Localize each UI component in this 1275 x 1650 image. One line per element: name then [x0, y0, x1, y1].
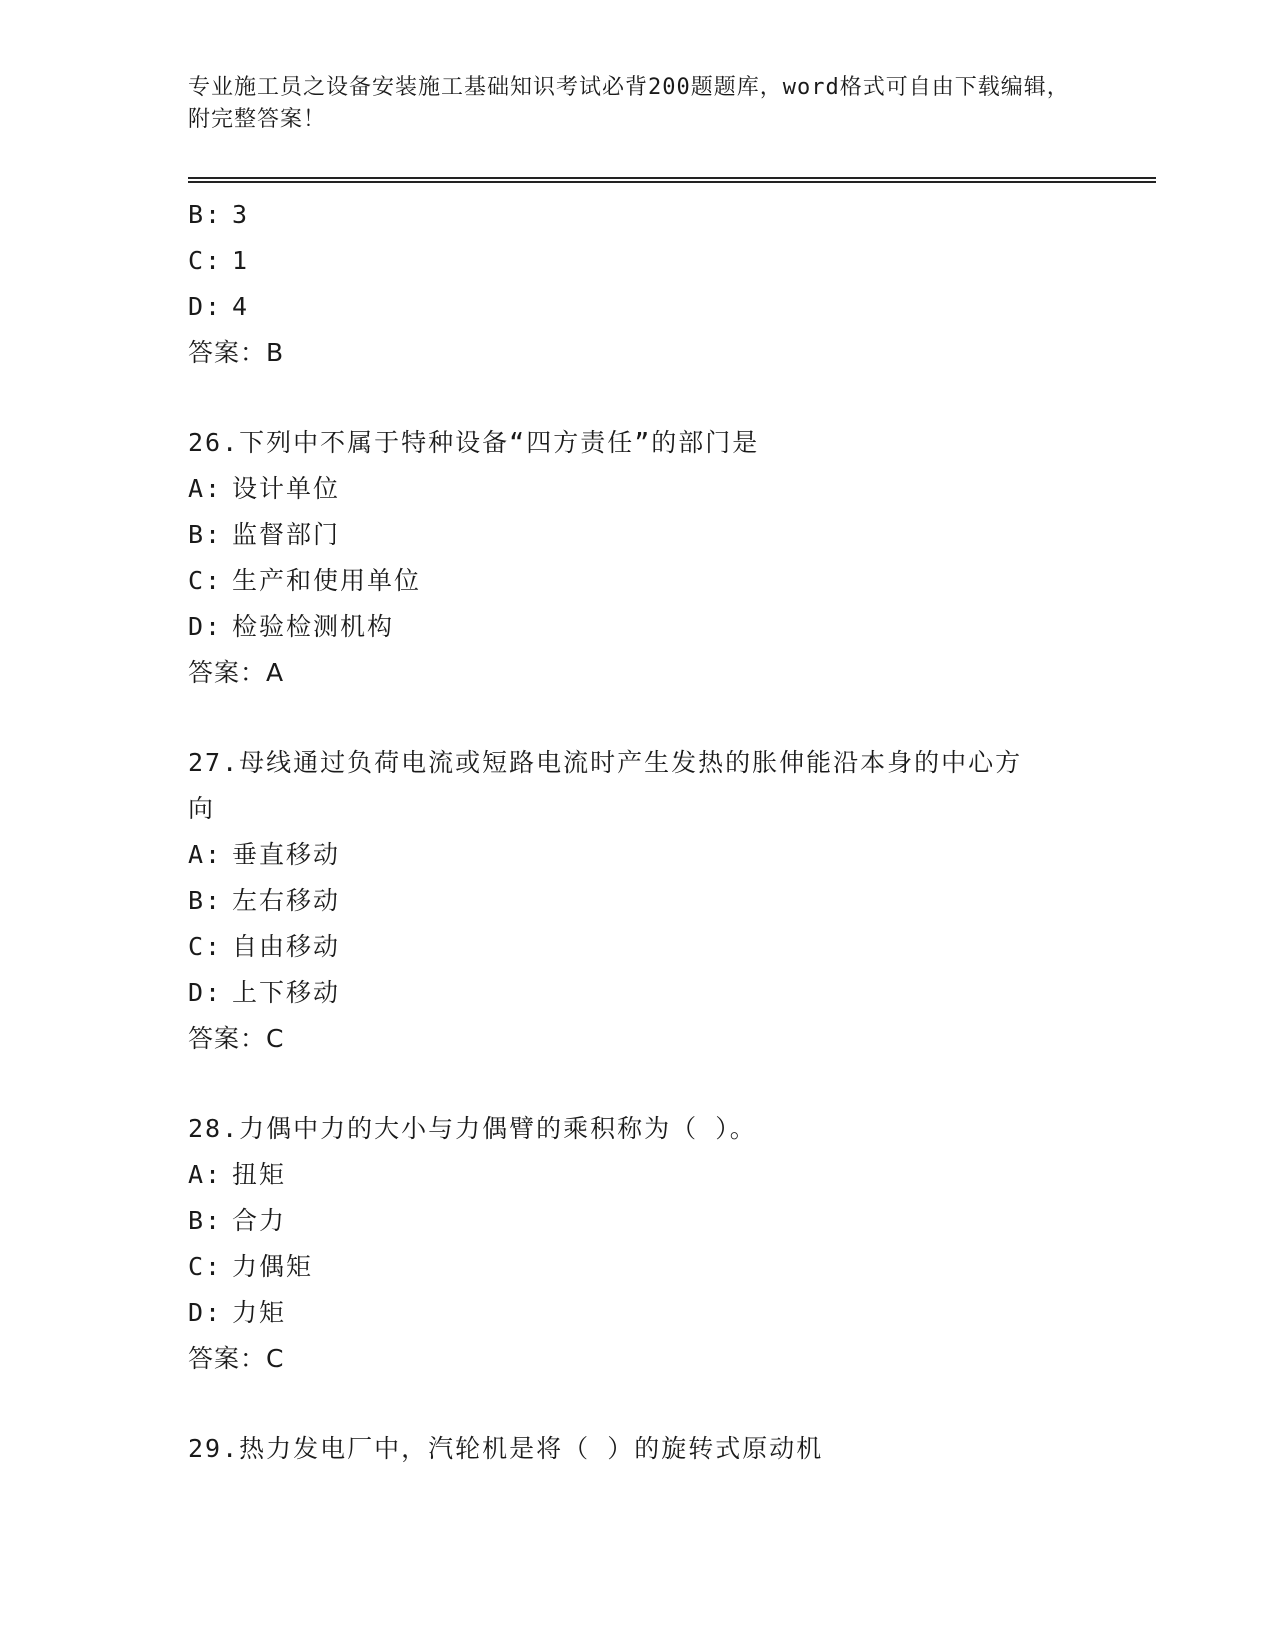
question-28	[188, 1106, 1088, 1382]
question-stem: 26.下列中不属于特种设备“四方责任”的部门是	[188, 428, 760, 457]
option-text: 生产和使用单位	[232, 566, 422, 595]
option-text: 设计单位	[232, 474, 341, 503]
option-key: A:	[188, 840, 223, 869]
option-c	[188, 924, 1088, 970]
question-29	[188, 1426, 1088, 1472]
option-a	[188, 466, 1088, 512]
option-c	[188, 238, 1088, 284]
option-key: A:	[188, 474, 223, 503]
option-text: 4	[232, 292, 250, 321]
option-key: C:	[188, 932, 223, 961]
answer: 答案：C	[188, 1344, 285, 1373]
option-text: 力偶矩	[232, 1252, 314, 1281]
header-divider-bottom	[188, 181, 1156, 183]
option-text: 3	[232, 200, 250, 229]
option-key: B:	[188, 1206, 223, 1235]
option-key: D:	[188, 978, 223, 1007]
answer: 答案：C	[188, 1024, 285, 1053]
option-key: B:	[188, 886, 223, 915]
answer: 答案：A	[188, 658, 285, 687]
header-divider-top	[188, 177, 1156, 179]
question-27	[188, 740, 1088, 1062]
option-key: B:	[188, 520, 223, 549]
option-text: 上下移动	[232, 978, 341, 1007]
option-a	[188, 832, 1088, 878]
option-b	[188, 1198, 1088, 1244]
option-c	[188, 1244, 1088, 1290]
question-26	[188, 420, 1088, 696]
option-text: 合力	[232, 1206, 287, 1235]
option-key: D:	[188, 612, 223, 641]
option-d	[188, 604, 1088, 650]
option-d	[188, 970, 1088, 1016]
option-text: 检验检测机构	[232, 612, 395, 641]
option-d	[188, 284, 1088, 330]
option-key: C:	[188, 246, 223, 275]
option-d	[188, 1290, 1088, 1336]
option-b	[188, 192, 1088, 238]
answer: 答案：B	[188, 338, 285, 367]
question-stem: 27.母线通过负荷电流或短路电流时产生发热的胀伸能沿本身的中心方向	[188, 748, 1023, 823]
option-text: 自由移动	[232, 932, 341, 961]
option-c	[188, 558, 1088, 604]
option-key: A:	[188, 1160, 223, 1189]
option-text: 力矩	[232, 1298, 287, 1327]
option-b	[188, 512, 1088, 558]
option-a	[188, 1152, 1088, 1198]
option-text: 左右移动	[232, 886, 341, 915]
option-text: 监督部门	[232, 520, 341, 549]
document-header: 专业施工员之设备安装施工基础知识考试必背200题题库，word格式可自由下载编辑，附完整答案！	[188, 75, 1070, 132]
option-key: D:	[188, 292, 223, 321]
option-key: C:	[188, 1252, 223, 1281]
question-list	[188, 192, 1088, 1472]
question-stem: 29.热力发电厂中，汽轮机是将（ ）的旋转式原动机	[188, 1434, 824, 1463]
option-key: C:	[188, 566, 223, 595]
option-text: 1	[232, 246, 250, 275]
question-25-continued	[188, 192, 1088, 376]
option-key: B:	[188, 200, 223, 229]
option-text: 垂直移动	[232, 840, 341, 869]
option-b	[188, 878, 1088, 924]
option-key: D:	[188, 1298, 223, 1327]
question-stem: 28.力偶中力的大小与力偶臂的乘积称为（ ）。	[188, 1114, 757, 1143]
option-text: 扭矩	[232, 1160, 287, 1189]
